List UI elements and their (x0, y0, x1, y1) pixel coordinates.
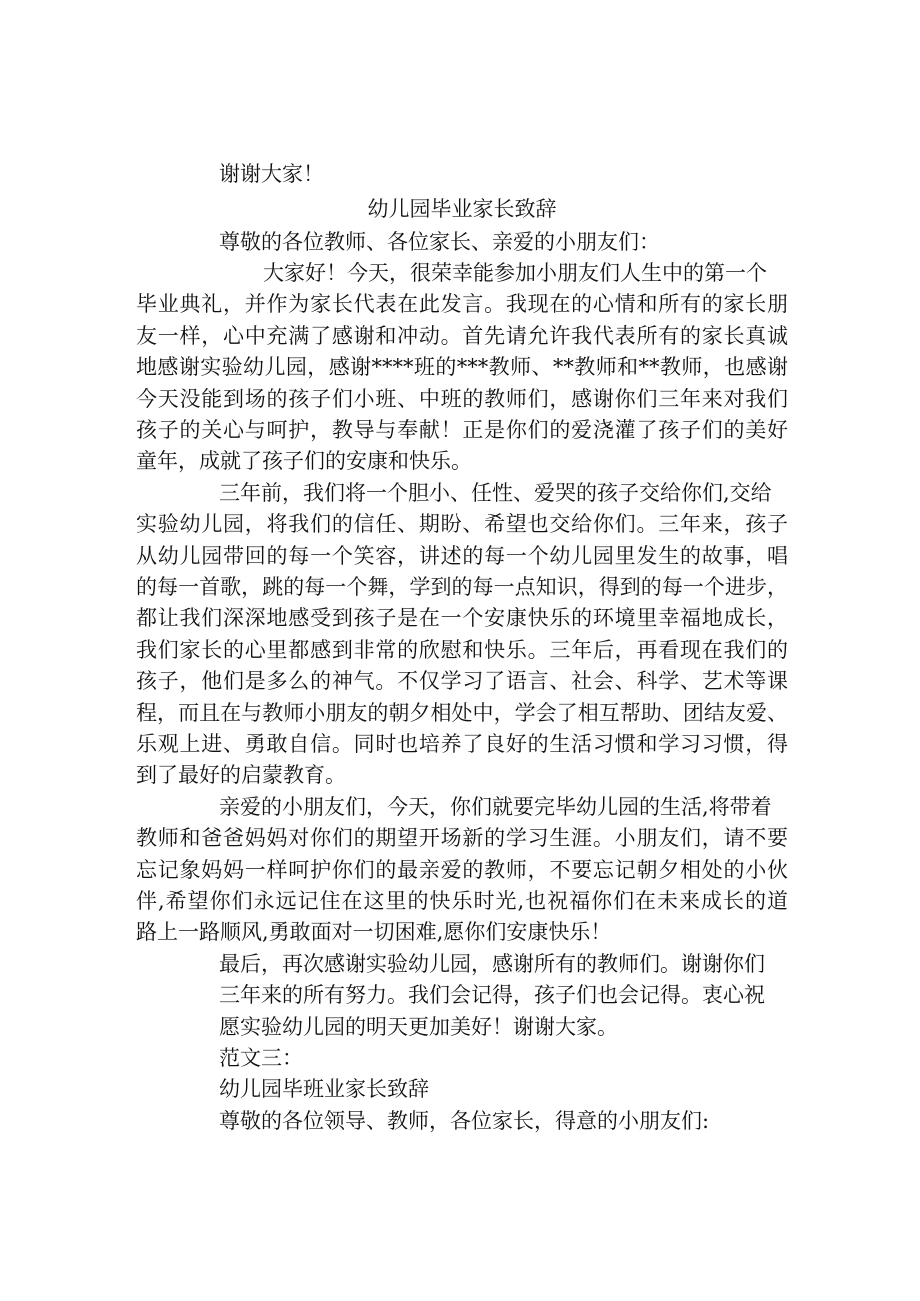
paragraph-line: 孩子的关心与呵护，教导与奉献！正是你们的爱浇灌了孩子们的美好 (136, 418, 788, 442)
paragraph-line: 路上一路顺风,勇敢面对一切困难,愿你们安康快乐！ (136, 920, 612, 944)
paragraph-line: 孩子，他们是多么的神气。不仅学习了语言、社会、科学、艺术等课 (136, 669, 788, 693)
text-line-thanks: 谢谢大家！ (219, 162, 324, 186)
paragraph-line: 伴,希望你们永远记住在这里的快乐时光,也祝福你们在未来成长的道 (136, 889, 788, 913)
paragraph-line: 的每一首歌，跳的每一个舞，学到的每一点知识，得到的每一个进步， (136, 575, 788, 599)
paragraph-line: 友一样，心中充满了感谢和冲动。首先请允许我代表所有的家长真诚 (136, 324, 788, 348)
paragraph-line: 从幼儿园带回的每一个笑容，讲述的每一个幼儿园里发生的故事，唱 (136, 544, 788, 568)
section-title: 幼儿园毕业家长致辞 (367, 197, 557, 221)
paragraph-line: 大家好！今天，很荣幸能参加小朋友们人生中的第一个 (263, 261, 767, 285)
paragraph-line: 愿实验幼儿园的明天更加美好！谢谢大家。 (219, 1015, 618, 1039)
paragraph-line: 我们家长的心里都感到非常的欣慰和快乐。三年后，再看现在我们的 (136, 638, 788, 662)
paragraph-line: 实验幼儿园，将我们的信任、期盼、希望也交给你们。三年来，孩子 (136, 512, 788, 536)
paragraph-line: 最后，再次感谢实验幼儿园，感谢所有的教师们。谢谢你们 (219, 952, 765, 976)
subtitle: 幼儿园毕班业家长致辞 (219, 1077, 429, 1101)
paragraph-line: 毕业典礼，并作为家长代表在此发言。我现在的心情和所有的家长朋 (136, 292, 788, 316)
paragraph-line: 亲爱的小朋友们，今天，你们就要完毕幼儿园的生活,将带着 (219, 795, 772, 819)
salutation-2: 尊敬的各位领导、教师，各位家长，得意的小朋友们: (219, 1109, 710, 1133)
paragraph-line: 今天没能到场的孩子们小班、中班的教师们，感谢你们三年来对我们 (136, 387, 788, 411)
paragraph-line: 乐观上进、勇敢自信。同时也培养了良好的生活习惯和学习习惯，得 (136, 732, 788, 756)
paragraph-line: 忘记象妈妈一样呵护你们的最亲爱的教师，不要忘记朝夕相处的小伙 (136, 858, 788, 882)
paragraph-line: 程，而且在与教师小朋友的朝夕相处中，学会了相互帮助、团结友爱、 (136, 701, 788, 725)
sample-label: 范文三： (219, 1046, 303, 1070)
paragraph-line: 到了最好的启蒙教育。 (136, 763, 346, 787)
paragraph-line: 教师和爸爸妈妈对你们的期望开场新的学习生涯。小朋友们，请不要 (136, 826, 788, 850)
paragraph-line: 三年来的所有努力。我们会记得，孩子们也会记得。衷心祝 (219, 983, 765, 1007)
salutation: 尊敬的各位教师、各位家长、亲爱的小朋友们： (219, 230, 660, 254)
paragraph-line: 童年，成就了孩子们的安康和快乐。 (136, 449, 472, 473)
paragraph-line: 地感谢实验幼儿园，感谢****班的***教师、**教师和**教师，也感谢 (136, 355, 788, 379)
paragraph-line: 三年前，我们将一个胆小、任性、爱哭的孩子交给你们,交给 (219, 481, 772, 505)
paragraph-line: 都让我们深深地感受到孩子是在一个安康快乐的环境里幸福地成长， (136, 606, 788, 630)
